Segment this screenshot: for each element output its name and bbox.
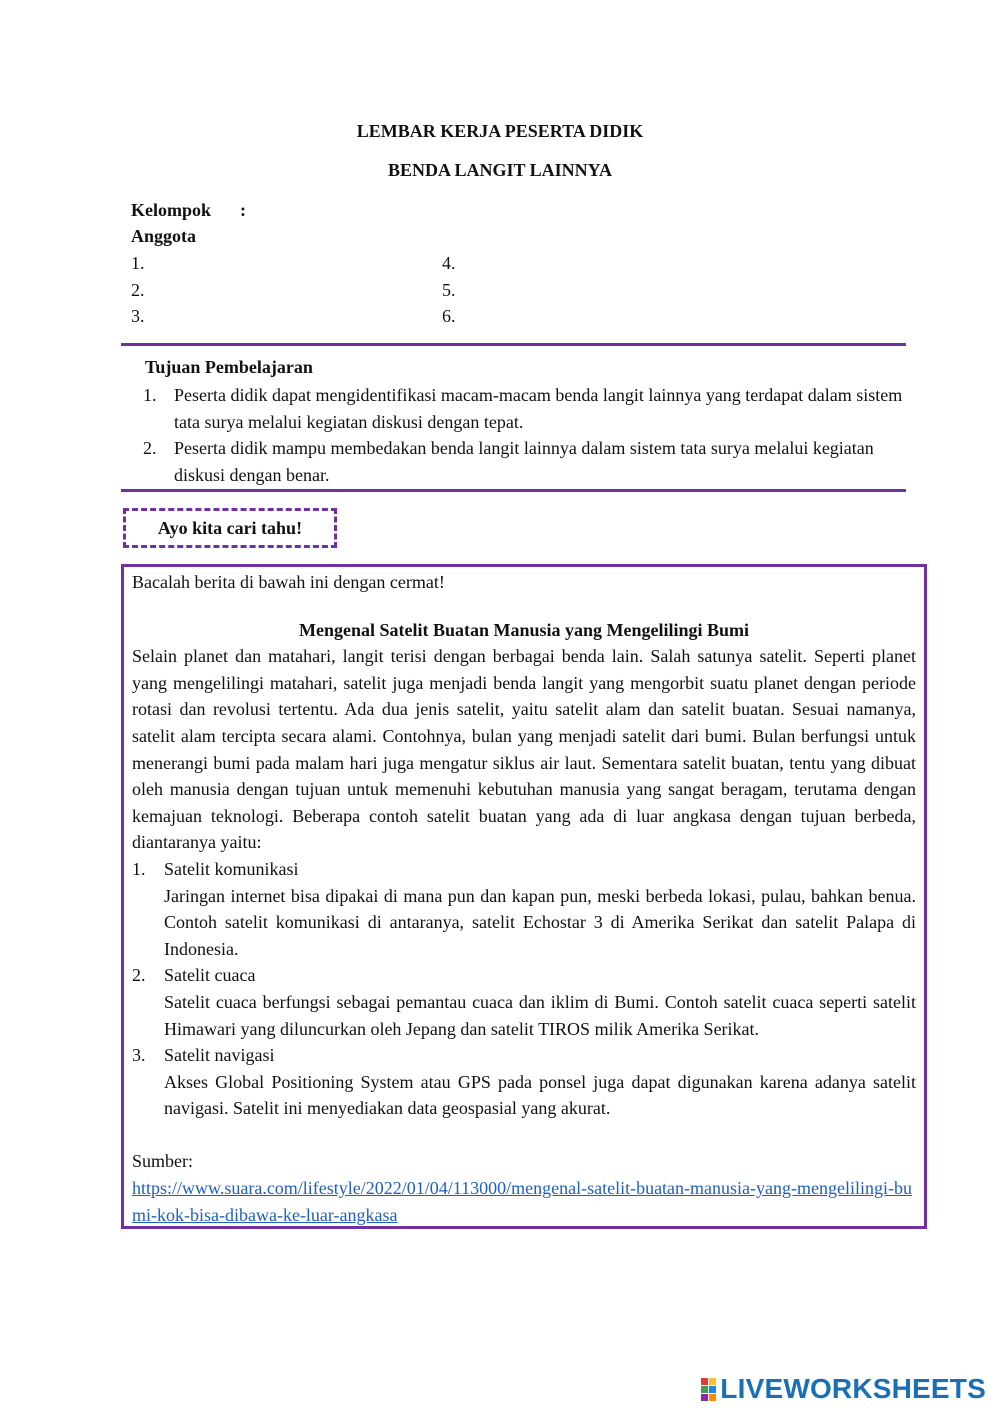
satellite-item: [132, 962, 916, 1042]
article-intro: Selain planet dan matahari, langit terisi dengan berbagai benda lain. Salah satunya satelit. Seperti planet yang mengelilingi matahari, satelit juga menjadi benda langit yang mengorbit suatu planet dengan periode rotasi dan revolusi tertentu. Ada dua jenis satelit, yaitu satelit alam dan satelit buatan. Sesuai namanya, satelit alam tercipta secara alami. Contohnya, bulan yang menjadi satelit dari bumi. Bulan berfungsi untuk menerangi bumi pada malam hari juga mengatur siklus air laut. Sementara satelit buatan, tentu yang dibuat oleh manusia dengan tujuan untuk memenuhi kebutuhan manusia yang sangat beragam, terutama dengan kemajuan teknologi. Beberapa contoh satelit buatan yang ada di luar angkasa dengan tujuan berbeda, diantaranya yaitu:: [132, 646, 916, 853]
objective-item: [143, 435, 903, 488]
member-6: 6.: [442, 306, 456, 326]
source-link[interactable]: https://www.suara.com/lifestyle/2022/01/04/113000/mengenal-satelit-buatan-manusia-yang-mengelilingi-bumi-kok-bisa-dibawa-ke-luar-angkasa: [132, 1178, 912, 1225]
member-1: 1.: [131, 253, 145, 273]
satellite-number: 2.: [132, 965, 146, 986]
reading-instruction: Bacalah berita di bawah ini dengan cermat!: [132, 572, 445, 592]
satellite-list: [132, 856, 916, 1122]
activity-label-box: [123, 508, 337, 548]
satellite-name: Satelit cuaca: [164, 965, 256, 986]
satellite-name: Satelit komunikasi: [164, 858, 299, 879]
satellite-description: Akses Global Positioning System atau GPS pada ponsel juga dapat digunakan karena adanya satelit navigasi. Satelit ini menyediakan data geospasial yang akurat.: [164, 1071, 916, 1119]
objective-number: 1.: [143, 385, 157, 405]
liveworksheets-logo: [701, 1374, 986, 1404]
kelompok-colon: :: [240, 200, 246, 220]
satellite-name: Satelit navigasi: [164, 1045, 275, 1066]
member-4: 4.: [442, 253, 456, 273]
divider-top: [121, 343, 906, 346]
objective-text: Peserta didik dapat mengidentifikasi macam-macam benda langit lainnya yang terdapat dalam sistem tata surya melalui kegiatan diskusi dengan tepat.: [174, 385, 903, 432]
objective-text: Peserta didik mampu membedakan benda langit lainnya dalam sistem tata surya melalui kegiatan diskusi dengan benar.: [174, 438, 874, 485]
satellite-item: [132, 1042, 916, 1122]
member-5: 5.: [442, 280, 456, 300]
divider-bottom: [121, 489, 906, 492]
objectives-list: [143, 382, 903, 488]
logo-mark-icon: [701, 1378, 716, 1401]
reading-box: [121, 564, 927, 1229]
satellite-item: [132, 856, 916, 962]
article-title: Mengenal Satelit Buatan Manusia yang Mengelilingi Bumi: [298, 619, 750, 640]
member-2: 2.: [131, 280, 145, 300]
satellite-number: 1.: [132, 858, 146, 879]
logo-text: LIVEWORKSHEETS: [720, 1373, 986, 1404]
activity-label: Ayo kita cari tahu!: [157, 517, 303, 538]
objective-number: 2.: [143, 438, 157, 458]
satellite-number: 3.: [132, 1045, 146, 1066]
kelompok-label: Kelompok: [131, 200, 212, 220]
member-3: 3.: [131, 306, 145, 326]
objective-item: [143, 382, 903, 435]
objectives-heading: Tujuan Pembelajaran: [145, 357, 313, 377]
worksheet-title: LEMBAR KERJA PESERTA DIDIK: [356, 121, 644, 141]
anggota-label: Anggota: [131, 226, 197, 246]
satellite-description: Jaringan internet bisa dipakai di mana pun dan kapan pun, meski berbeda lokasi, pulau, bahkan benua. Contoh satelit komunikasi di antaranya, satelit Echostar 3 di Amerika Serikat dan satelit Palapa di Indonesia.: [164, 885, 916, 959]
satellite-description: Satelit cuaca berfungsi sebagai pemantau cuaca dan iklim di Bumi. Contoh satelit cuaca seperti satelit Himawari yang diluncurkan oleh Jepang dan satelit TIROS milik Amerika Serikat.: [164, 991, 916, 1039]
source-label: Sumber:: [132, 1151, 193, 1172]
worksheet-subtitle: BENDA LANGIT LAINNYA: [387, 160, 613, 180]
